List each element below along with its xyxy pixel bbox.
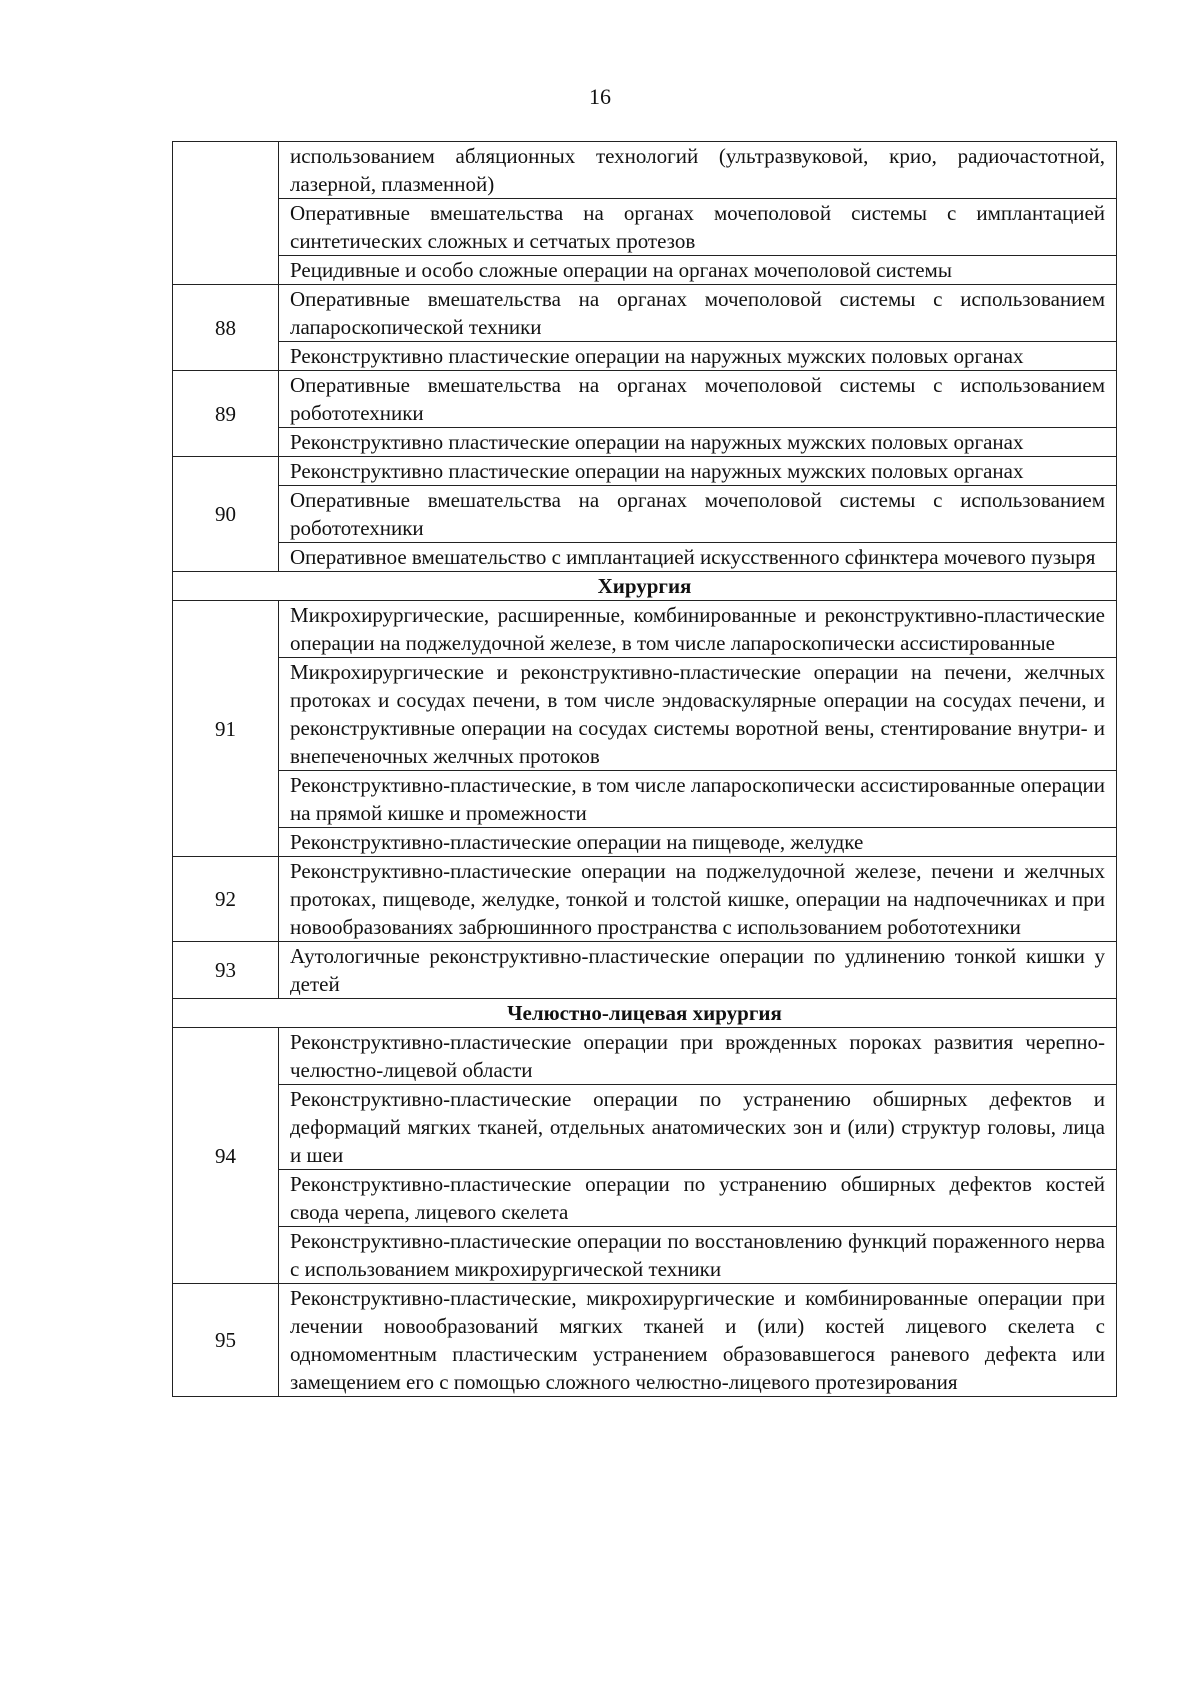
row-number-cell: 95 xyxy=(173,1284,279,1397)
procedure-description: Реконструктивно-пластические операции по устранению обширных дефектов и деформаций мягких тканей, отдельных анатомических зон и (или) структур головы, лица и шеи xyxy=(279,1085,1117,1170)
row-number-cell: 94 xyxy=(173,1028,279,1284)
procedure-description: Оперативные вмешательства на органах мочеполовой системы с использованием робототехники xyxy=(279,486,1117,543)
table-row xyxy=(173,199,1117,256)
procedure-description: использованием абляционных технологий (ультразвуковой, крио, радиочастотной, лазерной, плазменной) xyxy=(279,142,1117,199)
procedure-description: Аутологичные реконструктивно-пластические операции по удлинению тонкой кишки у детей xyxy=(279,942,1117,999)
table-row xyxy=(173,371,1117,428)
table-row xyxy=(173,601,1117,658)
section-row xyxy=(173,999,1117,1028)
section-heading-maxillofacial: Челюстно-лицевая хирургия xyxy=(173,999,1117,1028)
section-row xyxy=(173,572,1117,601)
procedure-description: Реконструктивно пластические операции на наружных мужских половых органах xyxy=(279,342,1117,371)
table-row xyxy=(173,428,1117,457)
procedure-description: Микрохирургические, расширенные, комбинированные и реконструктивно-пластические операции на поджелудочной железе, в том числе лапароскопически ассистированные xyxy=(279,601,1117,658)
procedure-description: Реконструктивно-пластические операции по устранению обширных дефектов костей свода черепа, лицевого скелета xyxy=(279,1170,1117,1227)
table-row xyxy=(173,486,1117,543)
row-number-cell: 89 xyxy=(173,371,279,457)
table-row xyxy=(173,142,1117,199)
table-row xyxy=(173,285,1117,342)
procedure-description: Рецидивные и особо сложные операции на органах мочеполовой системы xyxy=(279,256,1117,285)
row-number-cell: 93 xyxy=(173,942,279,999)
procedure-description: Оперативные вмешательства на органах мочеполовой системы с использованием лапароскопической техники xyxy=(279,285,1117,342)
procedure-description: Реконструктивно-пластические, микрохирургические и комбинированные операции при лечении новообразований мягких тканей и (или) костей лицевого скелета с одномоментным пластическим устранением образовавшегося раневого дефекта или замещением его с помощью сложного челюстно-лицевого протезирования xyxy=(279,1284,1117,1397)
table-row xyxy=(173,457,1117,486)
procedure-description: Реконструктивно-пластические операции на поджелудочной железе, печени и желчных протоках, пищеводе, желудке, тонкой и толстой кишке, операции на надпочечниках и при новообразованиях забрюшинного пространства с использованием робототехники xyxy=(279,857,1117,942)
procedure-description: Реконструктивно пластические операции на наружных мужских половых органах xyxy=(279,428,1117,457)
procedure-description: Реконструктивно пластические операции на наружных мужских половых органах xyxy=(279,457,1117,486)
procedure-description: Микрохирургические и реконструктивно-пластические операции на печени, желчных протоках и сосудах печени, в том числе эндоваскулярные операции на сосудах печени, и реконструктивные операции на сосудах системы воротной вены, стентирование внутри- и внепеченочных желчных протоков xyxy=(279,658,1117,771)
table-row xyxy=(173,1284,1117,1397)
row-number-cell: 90 xyxy=(173,457,279,572)
table-row xyxy=(173,543,1117,572)
table-row xyxy=(173,828,1117,857)
procedure-description: Реконструктивно-пластические, в том числе лапароскопически ассистированные операции на прямой кишке и промежности xyxy=(279,771,1117,828)
row-number-cell: 91 xyxy=(173,601,279,857)
page-number: 16 xyxy=(589,84,611,109)
table-row xyxy=(173,1028,1117,1085)
procedure-description: Оперативные вмешательства на органах мочеполовой системы с использованием робототехники xyxy=(279,371,1117,428)
table-row xyxy=(173,942,1117,999)
procedure-description: Оперативные вмешательства на органах мочеполовой системы с имплантацией синтетических сложных и сетчатых протезов xyxy=(279,199,1117,256)
table-row xyxy=(173,1170,1117,1227)
row-number-cell: 92 xyxy=(173,857,279,942)
table-row xyxy=(173,342,1117,371)
row-number-cell xyxy=(173,142,279,285)
table-row xyxy=(173,771,1117,828)
row-number-cell: 88 xyxy=(173,285,279,371)
procedure-description: Реконструктивно-пластические операции на пищеводе, желудке xyxy=(279,828,1117,857)
procedure-description: Реконструктивно-пластические операции при врожденных пороках развития черепно-челюстно-лицевой области xyxy=(279,1028,1117,1085)
table-row xyxy=(173,857,1117,942)
table-row xyxy=(173,658,1117,771)
procedure-description: Оперативное вмешательство с имплантацией искусственного сфинктера мочевого пузыря xyxy=(279,543,1117,572)
section-heading-surgery: Хирургия xyxy=(173,572,1117,601)
table-row xyxy=(173,1085,1117,1170)
procedure-description: Реконструктивно-пластические операции по восстановлению функций пораженного нерва с использованием микрохирургической техники xyxy=(279,1227,1117,1284)
table-row xyxy=(173,256,1117,285)
table-row xyxy=(173,1227,1117,1284)
procedures-table xyxy=(172,141,1117,1397)
